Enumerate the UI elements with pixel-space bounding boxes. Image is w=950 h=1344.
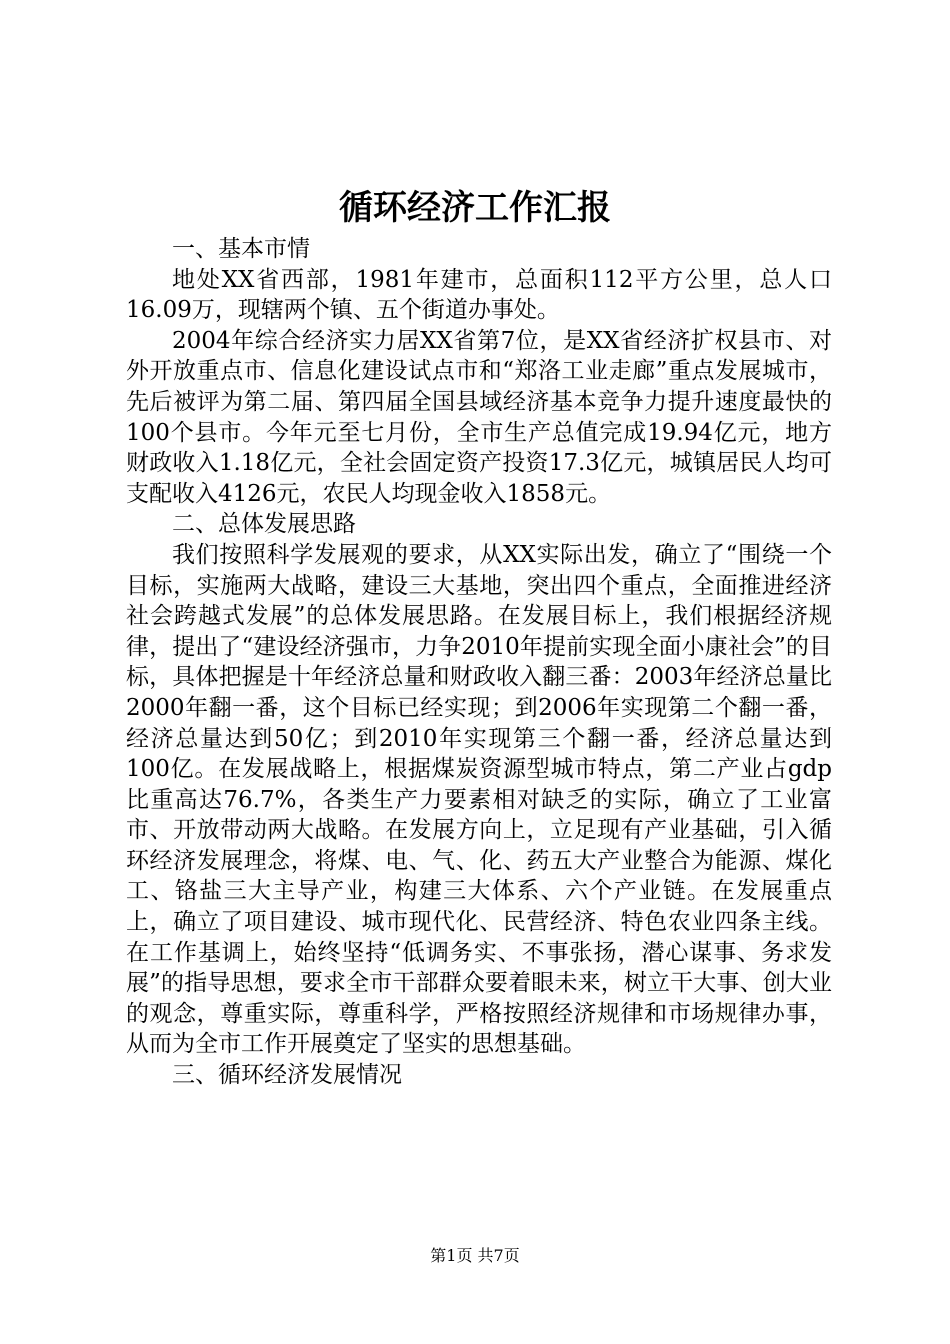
page-footer: 第1页 共7页 (430, 1246, 520, 1265)
document-title: 循环经济工作汇报 (339, 188, 611, 228)
paragraph-development-thinking: 我们按照科学发展观的要求，从XX实际出发，确立了“围绕一个目标，实施两大战略，建设三大基地，突出四个重点，全面推进经济社会跨越式发展”的总体发展思路。在发展目标上，我们根据经济规律，提出了“建设经济强市，力争2010年提前实现全面小康社会”的目标，具体把握是十年经济总量和财政收入翻三番：2003年经济总量比2000年翻一番，这个目标已经实现；到2006年实现第二个翻一番，经济总量达到50亿；到2010年实现第三个翻一番，经济总量达到100亿。在发展战略上，根据煤炭资源型城市特点，第二产业占gdp比重高达76.7%，各类生产力要素相对缺乏的实际，确立了工业富市、开放带动两大战略。在发展方向上，立足现有产业基础，引入循环经济发展理念，将煤、电、气、化、药五大产业整合为能源、煤化工、铬盐三大主导产业，构建三大体系、六个产业链。在发展重点上，确立了项目建设、城市现代化、民营经济、特色农业四条主线。在工作基调上，始终坚持“低调务实、不事张扬，潜心谋事、务求发展”的指导思想，要求全市干部群众要着眼未来，树立干大事、创大业的观念，尊重实际，尊重科学，严格按照经济规律和市场规律办事，从而为全市工作开展奠定了坚实的思想基础。 (126, 541, 832, 1058)
paragraph-location: 地处XX省西部，1981年建市，总面积112平方公里，总人口16.09万，现辖两个镇、五个街道办事处。 (126, 266, 832, 324)
section-heading-development-thinking: 二、总体发展思路 (172, 511, 356, 538)
section-heading-circular-economy: 三、循环经济发展情况 (172, 1062, 402, 1089)
paragraph-economy: 2004年综合经济实力居XX省第7位，是XX省经济扩权县市、对外开放重点市、信息化建设试点市和“郑洛工业走廊”重点发展城市，先后被评为第二届、第四届全国县域经济基本竞争力提升速度最快的100个县市。今年元至七月份，全市生产总值完成19.94亿元，地方财政收入1.18亿元，全社会固定资产投资17.3亿元，城镇居民人均可支配收入4126元，农民人均现金收入1858元。 (126, 327, 832, 507)
section-heading-basic-info: 一、基本市情 (172, 236, 310, 262)
document-body (126, 234, 832, 1091)
